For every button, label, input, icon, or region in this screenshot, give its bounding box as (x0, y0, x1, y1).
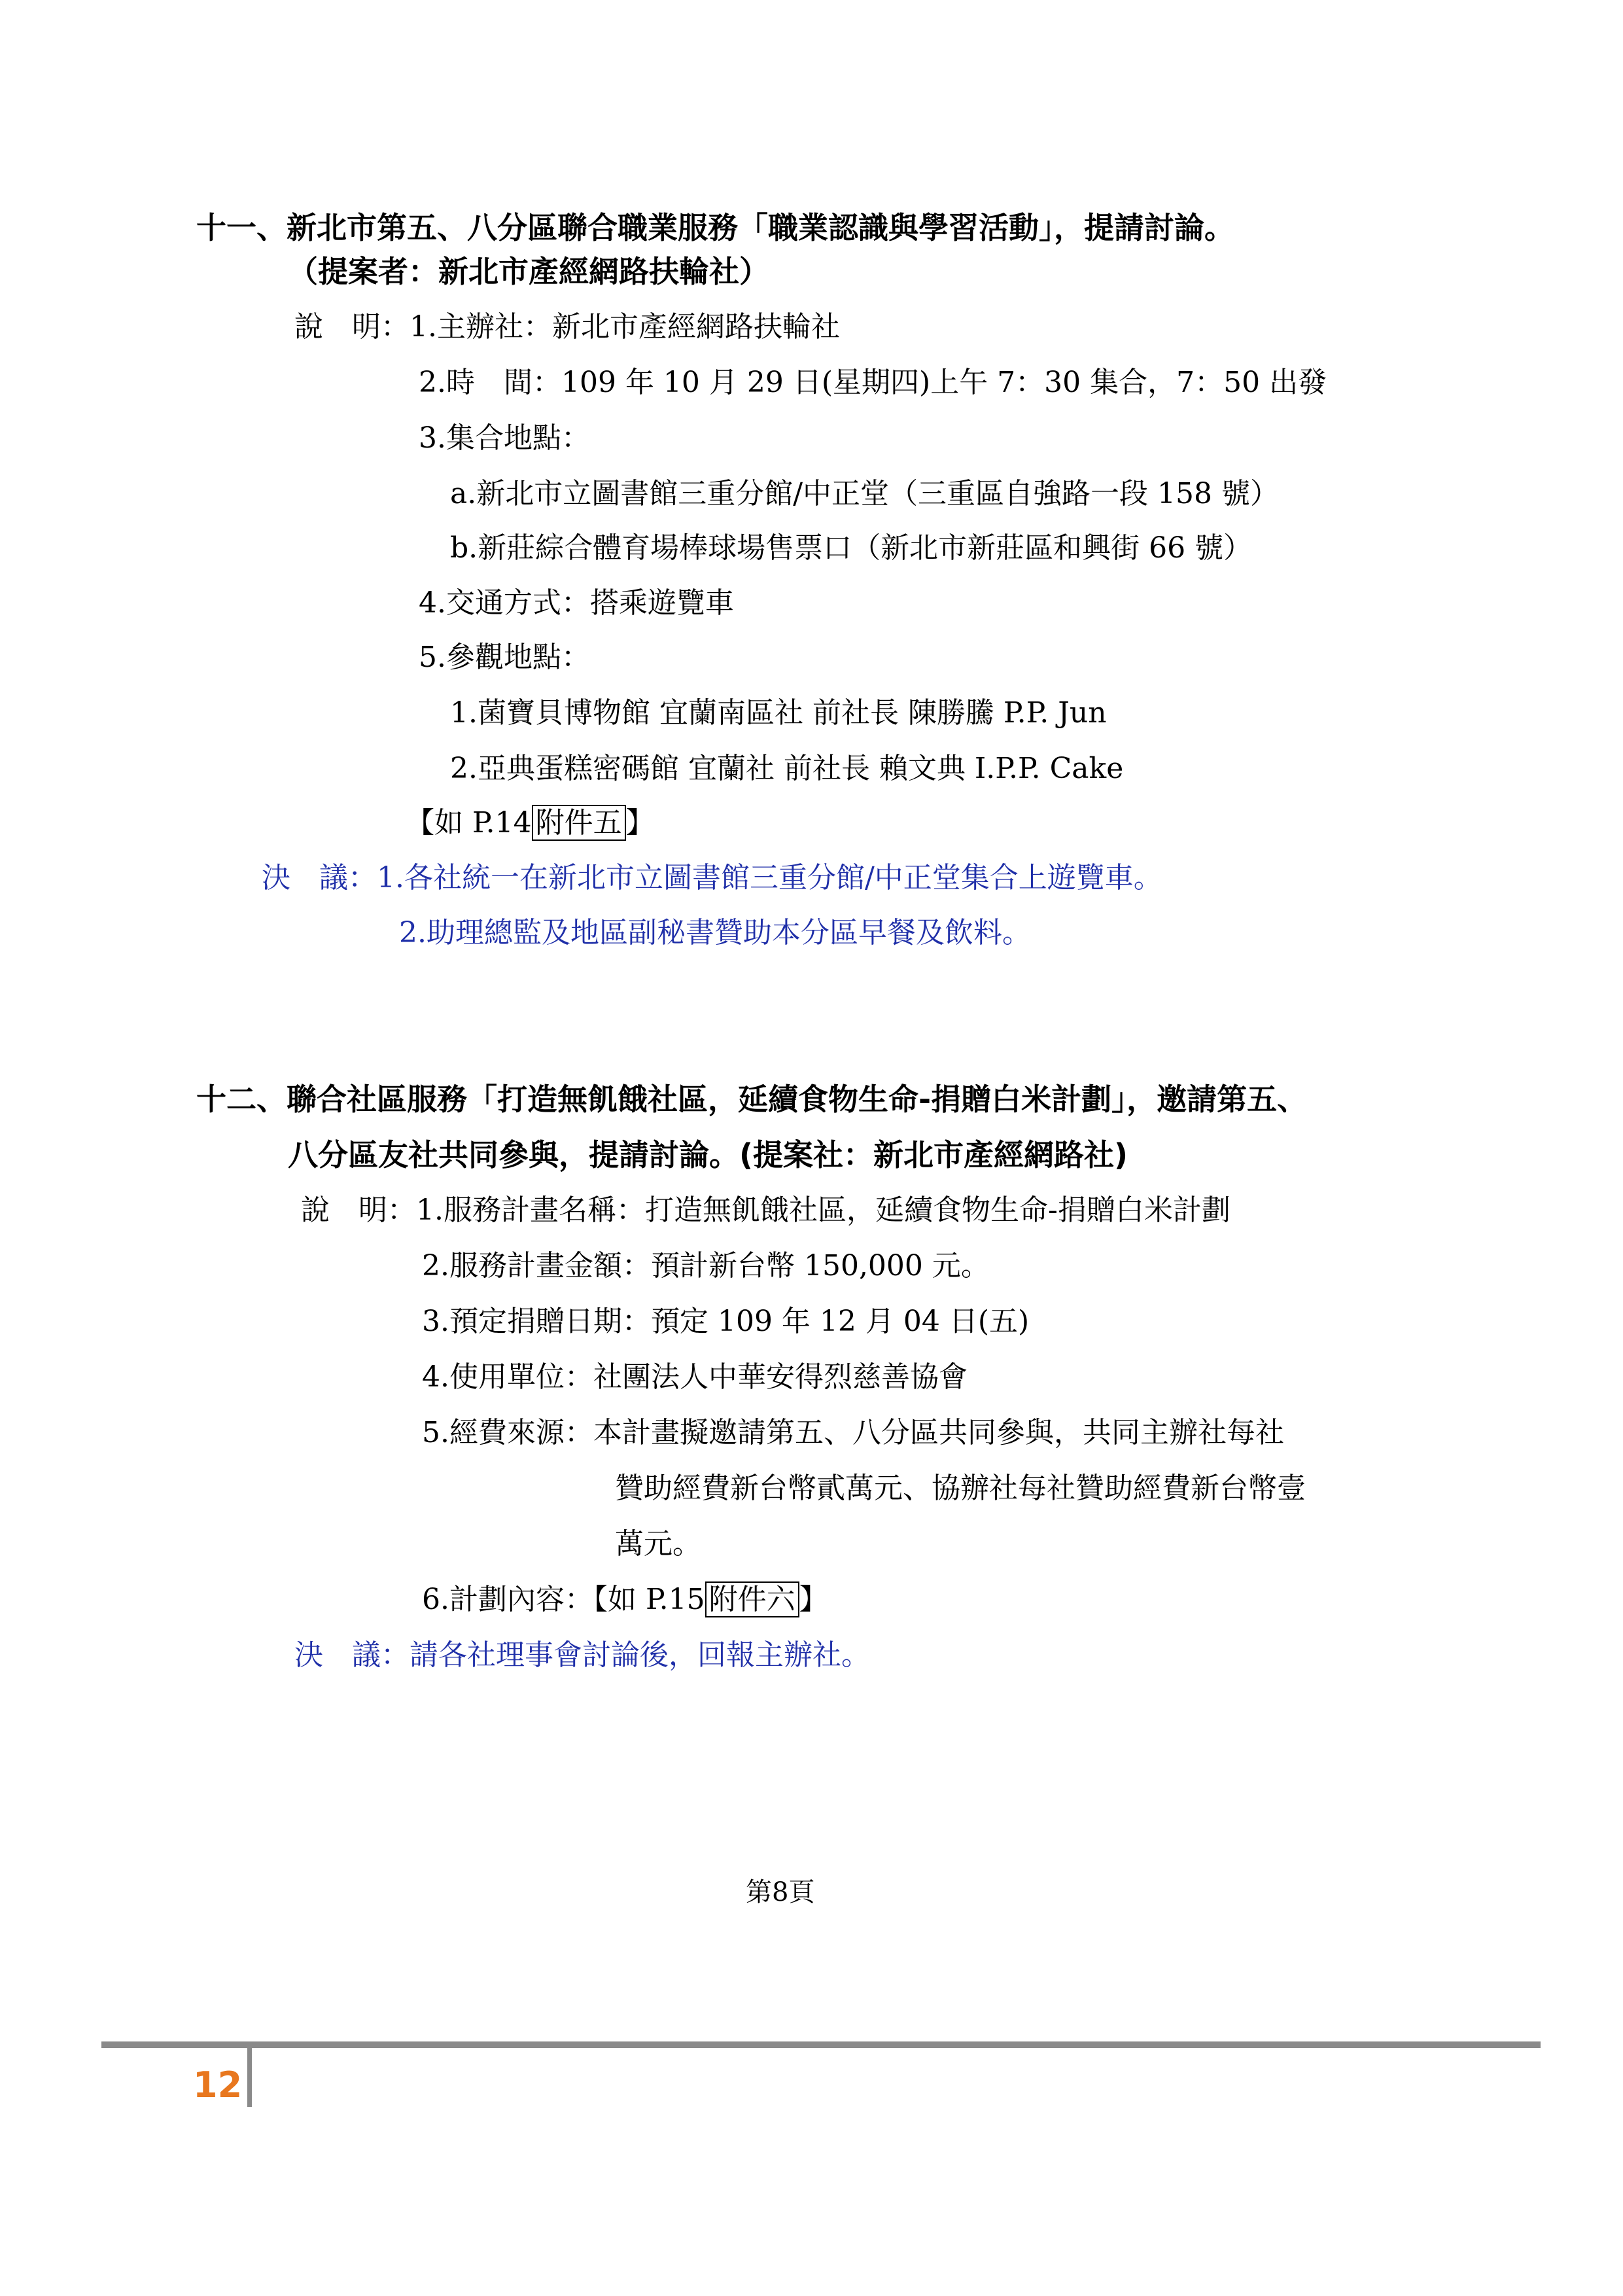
footer-divider (247, 2048, 252, 2107)
item11-ref-box: 附件五 (532, 805, 626, 841)
item12-title-1: 十二、聯合社區服務「打造無飢餓社區，延續食物生命-捐贈白米計劃」，邀請第五、 (196, 1082, 1308, 1117)
item12-desc-5a: 5.經費來源：本計畫擬邀請第五、八分區共同參與，共同主辦社每社 (422, 1416, 1284, 1449)
inner-page-number: 第8頁 (746, 1877, 815, 1907)
footer-rule (101, 2041, 1541, 2048)
item11-desc-5: 5.參觀地點： (419, 641, 590, 674)
item11-ref-post: 】 (625, 806, 655, 839)
item12-desc-6 (422, 1580, 828, 1619)
item12-desc-4: 4.使用單位：社團法人中華安得烈慈善協會 (422, 1360, 968, 1394)
item11-desc-2: 2.時 間：109 年 10 月 29 日(星期四)上午 7：30 集合，7：50 出發 (419, 366, 1327, 399)
item12-title-2: 八分區友社共同參與，提請討論。(提案社：新北市產經網路社) (288, 1137, 1128, 1173)
item12-d6-box: 附件六 (705, 1581, 799, 1617)
footer-page-number: 12 (193, 2064, 243, 2106)
item11-desc-5-1: 1.菌寶貝博物館 宜蘭南區社 前社長 陳勝騰 P.P. Jun (450, 696, 1107, 730)
item12-desc-5c: 萬元。 (615, 1527, 701, 1561)
item12-desc-label: 說 明： (301, 1193, 416, 1227)
item11-desc-4: 4.交通方式：搭乘遊覽車 (419, 586, 734, 620)
item11-ref-pre: 【如 P.14 (406, 806, 532, 839)
item12-desc-1: 1.服務計畫名稱：打造無飢餓社區，延續食物生命-捐贈白米計劃 (416, 1193, 1230, 1227)
item12-desc-2: 2.服務計畫金額：預計新台幣 150,000 元。 (422, 1249, 990, 1282)
item11-desc-3b: b.新莊綜合體育場棒球場售票口（新北市新莊區和興街 66 號） (450, 531, 1253, 565)
item12-d6-post: 】 (799, 1583, 828, 1616)
item11-res-label: 決 議： (262, 861, 377, 894)
item11-desc-label: 說 明： (294, 310, 410, 344)
item11-res-2: 2.助理總監及地區副秘書贊助本分區早餐及飲料。 (399, 916, 1031, 949)
item11-desc-1: 1.主辦社：新北市產經網路扶輪社 (410, 310, 840, 344)
item11-proposer: （提案者：新北市產經網路扶輪社） (288, 254, 769, 289)
item11-desc-3a: a.新北市立圖書館三重分館/中正堂（三重區自強路一段 158 號） (450, 477, 1279, 510)
item11-title: 十一、新北市第五、八分區聯合職業服務「職業認識與學習活動」，提請討論。 (196, 210, 1234, 245)
item11-res-1: 1.各社統一在新北市立圖書館三重分館/中正堂集合上遊覽車。 (377, 861, 1162, 894)
item12-desc-5b: 贊助經費新台幣貳萬元、協辦社每社贊助經費新台幣壹 (615, 1472, 1306, 1505)
item12-d6-pre: 6.計劃內容：【如 P.15 (422, 1583, 705, 1616)
item11-desc-5-2: 2.亞典蛋糕密碼館 宜蘭社 前社長 賴文典 I.P.P. Cake (450, 752, 1124, 785)
item11-desc-3: 3.集合地點： (419, 421, 590, 455)
item11-attachment-ref (406, 804, 655, 843)
item12-resolution: 決 議：請各社理事會討論後，回報主辦社。 (294, 1638, 870, 1672)
item11-desc-row1 (294, 308, 840, 347)
item12-desc-3: 3.預定捐贈日期：預定 109 年 12 月 04 日(五) (422, 1305, 1030, 1338)
item12-desc-row1 (301, 1191, 1230, 1230)
item11-resolution-row1 (262, 858, 1162, 898)
